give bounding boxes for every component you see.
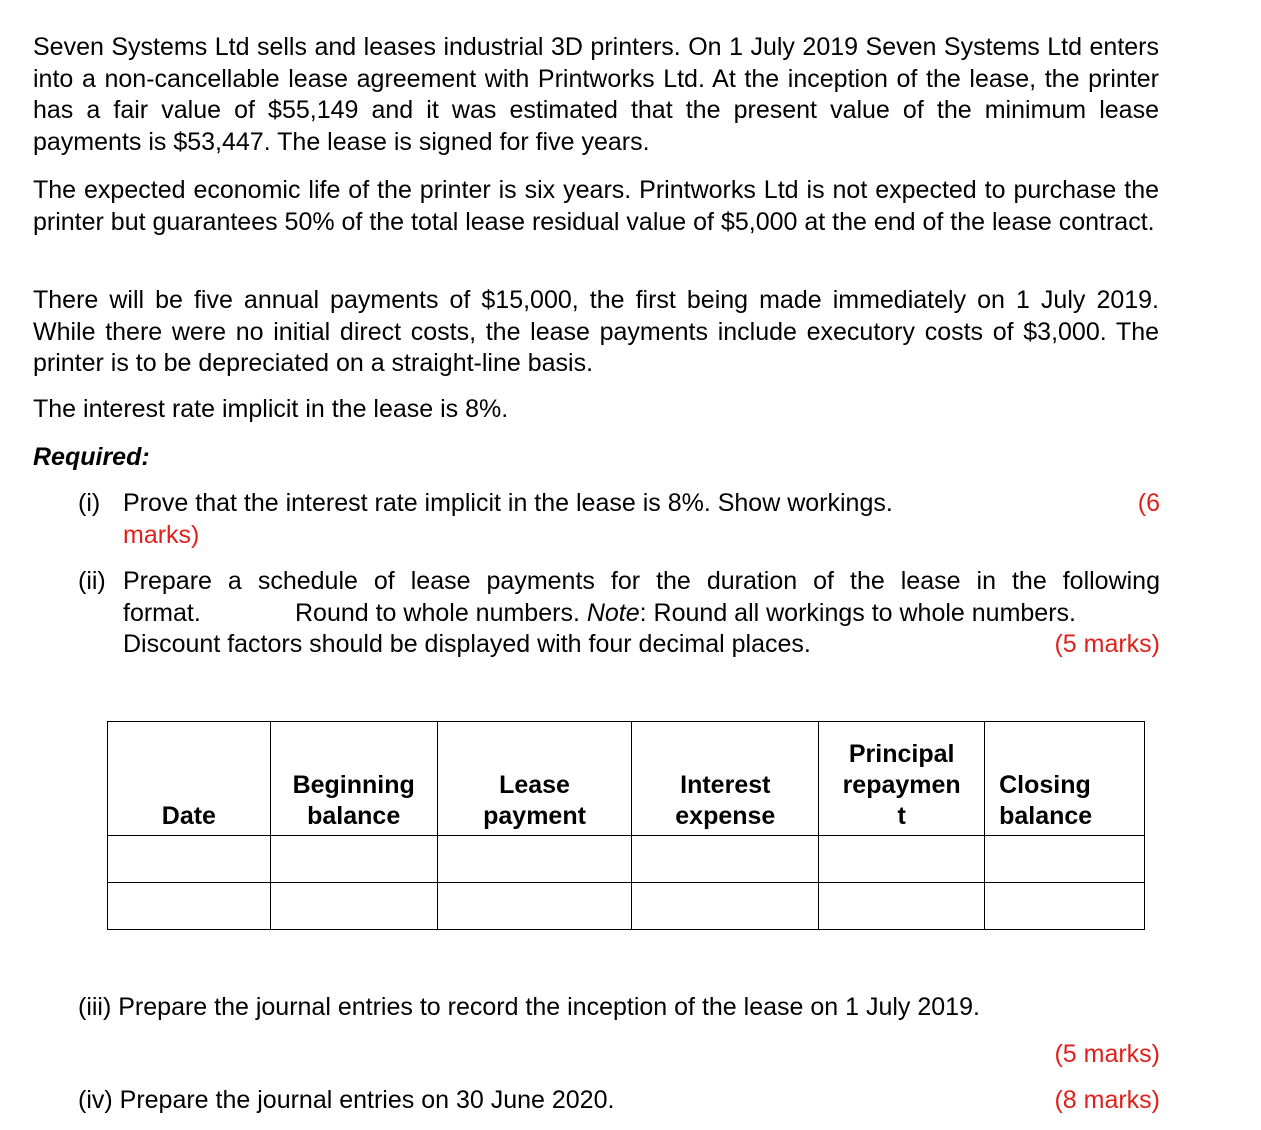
question-i-text: Prove that the interest rate implicit in the lease is 8%. Show workings. — [123, 489, 893, 517]
question-i-marks: marks) — [123, 520, 200, 549]
header-interest-expense: Interest expense — [632, 722, 819, 836]
header-closing-balance: Closing balance — [985, 722, 1145, 836]
question-i-marks-open: (6 — [1137, 489, 1160, 517]
paragraph-interest-rate: The interest rate implicit in the lease is 8%. — [33, 395, 509, 423]
table-cell — [108, 836, 271, 883]
table-cell — [270, 836, 437, 883]
header-beginning-balance: Beginning balance — [270, 722, 437, 836]
table-cell — [108, 883, 271, 930]
header-lease-payment: Lease payment — [437, 722, 632, 836]
question-i-number: (i) — [78, 489, 101, 517]
question-iii-marks: (5 marks) — [1054, 1040, 1160, 1068]
table-cell — [632, 883, 819, 930]
table-cell — [437, 883, 632, 930]
question-iv-text: (iv) Prepare the journal entries on 30 June 2020. — [78, 1086, 615, 1114]
paragraph-payments: There will be five annual payments of $15,000, the first being made immediately on 1 July 2019. While there were no initial direct costs, the lease payments include executory costs of $3,000. The printer is to be depreciated on a straight-line basis. — [33, 286, 1159, 377]
question-i — [78, 488, 1160, 551]
table-cell — [985, 883, 1145, 930]
question-ii — [78, 566, 1160, 661]
table-row — [108, 883, 1145, 930]
paragraph-economic-life: The expected economic life of the printer is six years. Printworks Ltd is not expected to purchase the printer but guarantees 50% of the total lease residual value of $5,000 at the end of the lease contract. — [33, 176, 1159, 236]
table-cell — [819, 883, 985, 930]
table-cell — [437, 836, 632, 883]
table-row — [108, 836, 1145, 883]
question-ii-line-1: Prepare a schedule of lease payments for the duration of the lease in the following — [123, 567, 1160, 595]
table-cell — [819, 836, 985, 883]
paragraph-intro: Seven Systems Ltd sells and leases industrial 3D printers. On 1 July 2019 Seven Systems Ltd enters into a non-cancellable lease agreement with Printworks Ltd. At the inception of the lease, the printer has a fair value of $55,149 and it was estimated that the present value of the minimum lease payments is $53,447. The lease is signed for five years. — [33, 33, 1159, 156]
header-date: Date — [108, 722, 271, 836]
table-cell — [985, 836, 1145, 883]
table-cell — [632, 836, 819, 883]
header-principal-repayment: Principal repaymen t — [819, 722, 985, 836]
question-ii-line-2: format. Round to whole numbers. Note: Round all workings to whole numbers. — [123, 598, 1076, 627]
required-heading: Required: — [33, 443, 150, 471]
table-header-row — [108, 722, 1145, 836]
question-ii-number: (ii) — [78, 567, 106, 595]
question-iv-marks: (8 marks) — [1054, 1086, 1160, 1114]
lease-schedule-table — [107, 721, 1145, 930]
question-ii-line-3: Discount factors should be displayed with four decimal places. — [123, 630, 811, 658]
table-cell — [270, 883, 437, 930]
question-iii-text: (iii) Prepare the journal entries to record the inception of the lease on 1 July 2019. — [78, 993, 980, 1021]
question-ii-marks: (5 marks) — [1054, 630, 1160, 658]
